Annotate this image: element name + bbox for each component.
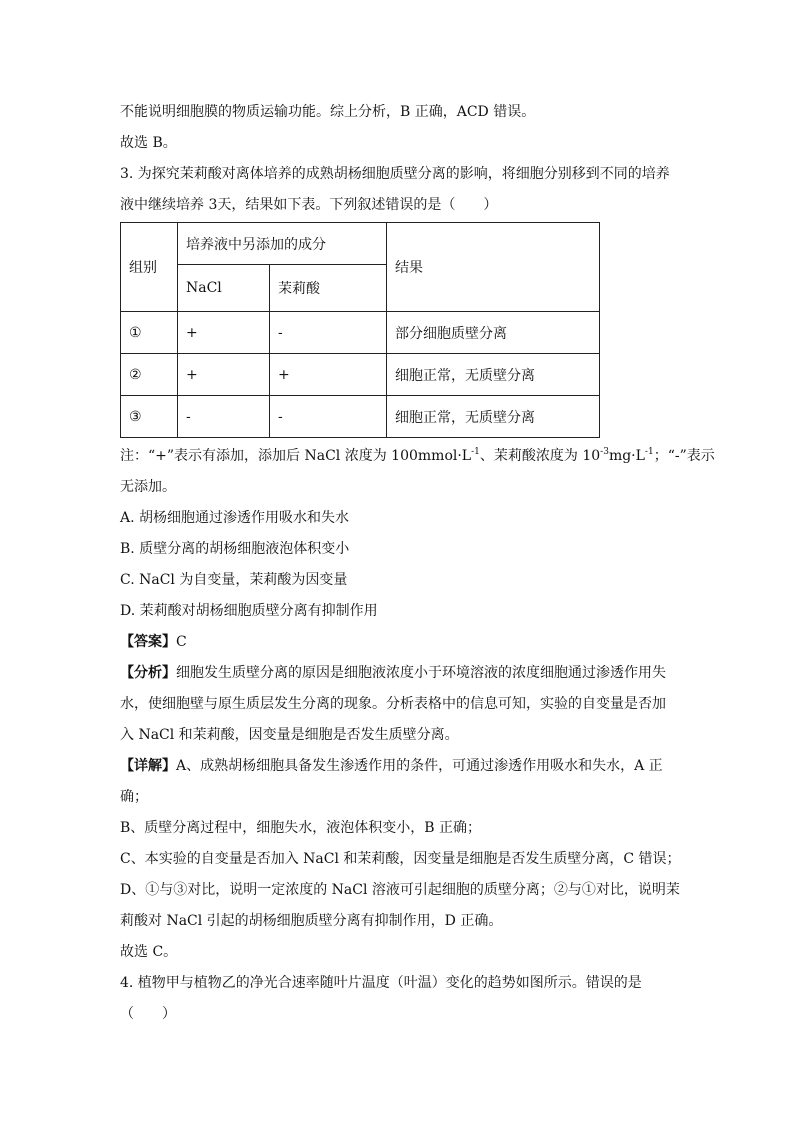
table-row	[121, 312, 600, 354]
detail-text: 莉酸对 NaCl 引起的胡杨细胞质壁分离有抑制作用，D 正确。	[120, 913, 503, 929]
question-4-stem: （ ）	[120, 1006, 176, 1022]
cell-jasmonic: +	[270, 354, 387, 396]
detail-text: B、质壁分离过程中，细胞失水，液泡体积变小，B 正确；	[120, 820, 482, 836]
answer-value: C	[176, 634, 187, 650]
text-line: 故选 B。	[120, 135, 177, 151]
table-note: 无添加。	[120, 479, 176, 495]
answer	[120, 632, 187, 652]
header-result: 结果	[387, 223, 600, 312]
detail-text: 确；	[120, 789, 148, 805]
cell-result: 部分细胞质壁分离	[387, 312, 600, 354]
option-a: A. 胡杨细胞通过渗透作用吸水和失水	[120, 510, 350, 526]
detail-text: D、①与③对比，说明一定浓度的 NaCl 溶液可引起细胞的质壁分离；②与①对比，说明茉	[120, 882, 680, 898]
cell-result: 细胞正常，无质壁分离	[387, 354, 600, 396]
text-line: 不能说明细胞膜的物质运输功能。综上分析，B 正确，ACD 错误。	[120, 104, 536, 120]
cell-group: ①	[121, 312, 178, 354]
detail-choice: 故选 C。	[120, 944, 178, 960]
option-d: D. 茉莉酸对胡杨细胞质壁分离有抑制作用	[120, 603, 378, 619]
header-nacl: NaCl	[178, 265, 270, 312]
analysis: 【分析】细胞发生质壁分离的原因是细胞液浓度小于环境溶液的浓度细胞通过渗透作用失	[120, 665, 666, 681]
cell-nacl: -	[178, 396, 270, 438]
cell-nacl: +	[178, 312, 270, 354]
option-c: C. NaCl 为自变量，茉莉酸为因变量	[120, 572, 348, 588]
cell-jasmonic: -	[270, 396, 387, 438]
cell-nacl: +	[178, 354, 270, 396]
table-note: 注：“+”表示有添加，添加后 NaCl 浓度为 $100mmol\cdot L^{-1}$、茉莉酸浓度为 $10^{-3}mg\cdot L^{-1}$；“-”表示	[120, 447, 715, 464]
detail-label: 【详解】	[120, 758, 176, 774]
analysis-label: 【分析】	[120, 665, 176, 681]
table-row	[121, 354, 600, 396]
analysis-text: 水，使细胞壁与原生质层发生分离的现象。分析表格中的信息可知，实验的自变量是否加	[120, 696, 666, 712]
option-b: B. 质壁分离的胡杨细胞液泡体积变小	[120, 541, 350, 557]
question-3-stem: 3. 为探究茉莉酸对离体培养的成熟胡杨细胞质壁分离的影响，将细胞分别移到不同的培养	[120, 166, 670, 182]
table-row	[121, 396, 600, 438]
question-3-stem: 液中继续培养 3天，结果如下表。下列叙述错误的是（ ）	[120, 197, 498, 213]
detail: 【详解】A、成熟胡杨细胞具备发生渗透作用的条件，可通过渗透作用吸水和失水，A 正	[120, 758, 663, 774]
answer-label: 【答案】	[120, 634, 176, 650]
results-table	[120, 222, 600, 438]
cell-result: 细胞正常，无质壁分离	[387, 396, 600, 438]
detail-text: C、本实验的自变量是否加入 NaCl 和茉莉酸，因变量是细胞是否发生质壁分离，C 错误；	[120, 851, 681, 867]
question-4-stem: 4. 植物甲与植物乙的净光合速率随叶片温度（叶温）变化的趋势如图所示。错误的是	[120, 975, 642, 991]
cell-group: ③	[121, 396, 178, 438]
cell-group: ②	[121, 354, 178, 396]
header-group: 组别	[121, 223, 178, 312]
header-jasmonic-acid: 茉莉酸	[270, 265, 387, 312]
analysis-text: 入 NaCl 和茉莉酸，因变量是细胞是否发生质壁分离。	[120, 727, 459, 743]
cell-jasmonic: -	[270, 312, 387, 354]
header-added-components: 培养液中另添加的成分	[178, 223, 387, 265]
